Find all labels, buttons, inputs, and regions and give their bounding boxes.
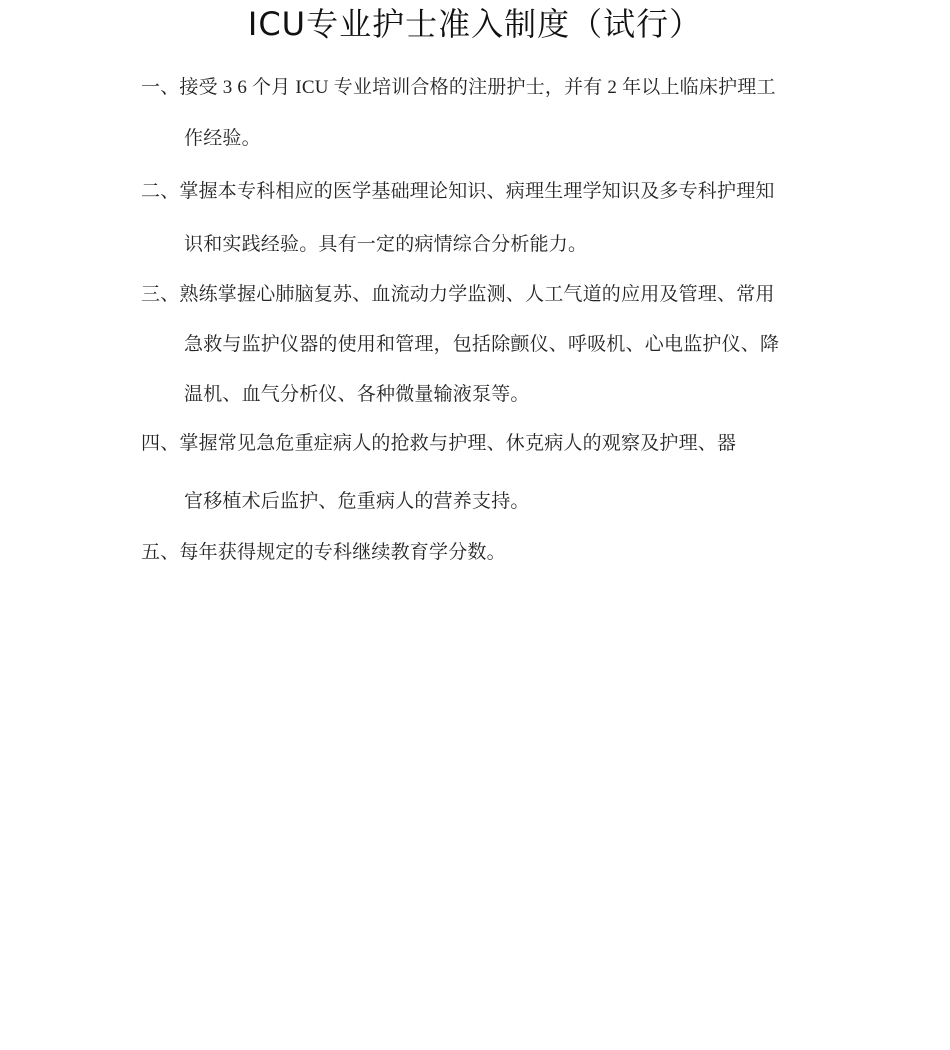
item-1-line-2: 作经验。 — [184, 128, 261, 149]
item-4-line-1: 四、掌握常见急危重症病人的抢救与护理、休克病人的观察及护理、器 — [141, 433, 737, 454]
item-1-line-1: 一、接受 3 6 个月 ICU 专业培训合格的注册护士，并有 2 年以上临床护理工 — [141, 77, 776, 98]
item-2-line-2: 识和实践经验。具有一定的病情综合分析能力。 — [184, 234, 588, 255]
item-2-line-1: 二、掌握本专科相应的医学基础理论知识、病理生理学知识及多专科护理知 — [141, 181, 775, 202]
item-4-line-2: 官移植术后监护、危重病人的营养支持。 — [184, 491, 530, 512]
item-3-line-3: 温机、血气分析仪、各种微量输液泵等。 — [184, 384, 530, 405]
item-3-line-2: 急救与监护仪器的使用和管理，包括除颤仪、呼吸机、心电监护仪、降 — [184, 334, 780, 355]
item-5-line-1: 五、每年获得规定的专科继续教育学分数。 — [141, 542, 506, 563]
document-title: ICU专业护士准入制度（试行） — [247, 5, 703, 43]
item-3-line-1: 三、熟练掌握心肺脑复苏、血流动力学监测、人工气道的应用及管理、常用 — [141, 284, 775, 305]
